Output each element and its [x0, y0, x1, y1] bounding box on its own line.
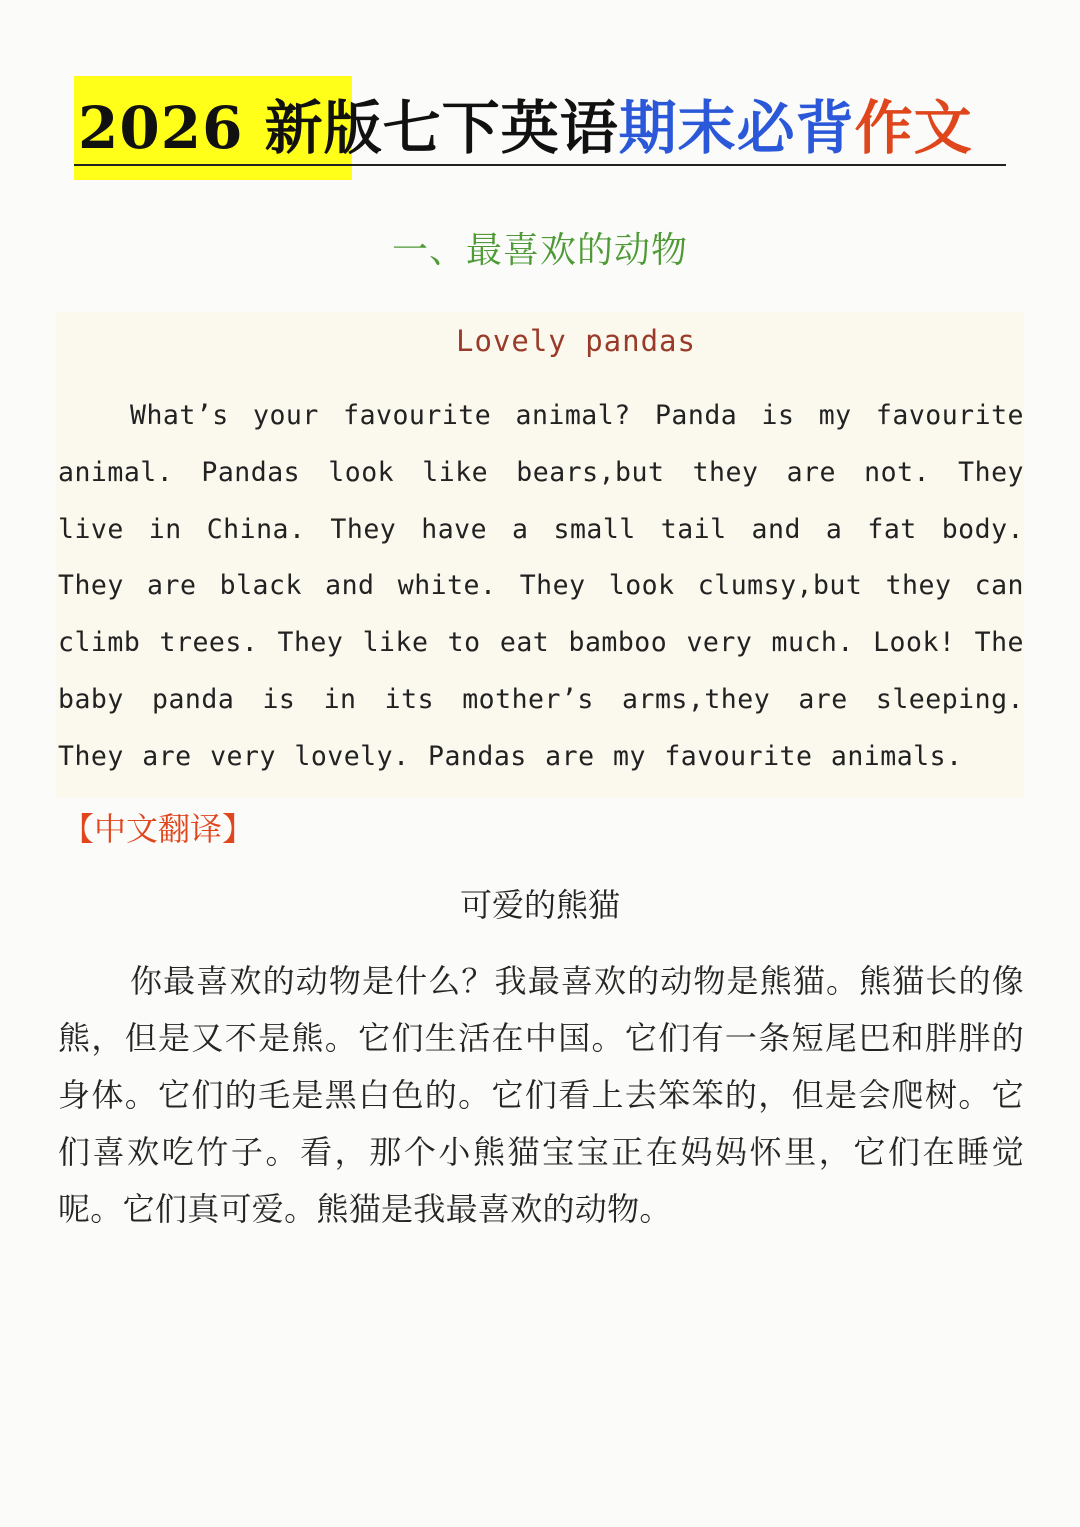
title-part-essay: 作文	[854, 94, 973, 162]
title-part-grade: 七下英语	[382, 94, 619, 162]
translation-body: 你最喜欢的动物是什么？我最喜欢的动物是熊猫。熊猫长的像熊，但是又不是熊。它们生活在中国。它们有一条短尾巴和胖胖的身体。它们的毛是黑白色的。它们看上去笨笨的，但是会爬树。它们喜欢吃竹子。看，那个小熊猫宝宝正在妈妈怀里，它们在睡觉呢。它们真可爱。熊猫是我最喜欢的动物。	[58, 962, 1024, 1228]
page-title-block	[74, 76, 973, 180]
page-title	[74, 76, 973, 180]
essay-title: Lovely pandas	[456, 324, 696, 358]
title-part-must-recite: 期末必背	[618, 94, 855, 162]
section-heading: 一、最喜欢的动物	[391, 230, 688, 271]
translation-label: 【中文翻译】	[62, 810, 255, 848]
title-part-year-edition: 2026 新版	[78, 94, 383, 162]
translation-title: 可爱的熊猫	[459, 886, 620, 924]
essay-body: What’s your favourite animal? Panda is my favourite animal. Pandas look like bears,but they are not. They live in China. They have a small tail and a fat body. They are black and white. They look clumsy,but they can climb trees. They like to eat bamboo very much. Look! The baby panda is in its mother’s arms,they are sleeping. They are very lovely. Pandas are my favourite animals.	[58, 400, 1024, 772]
